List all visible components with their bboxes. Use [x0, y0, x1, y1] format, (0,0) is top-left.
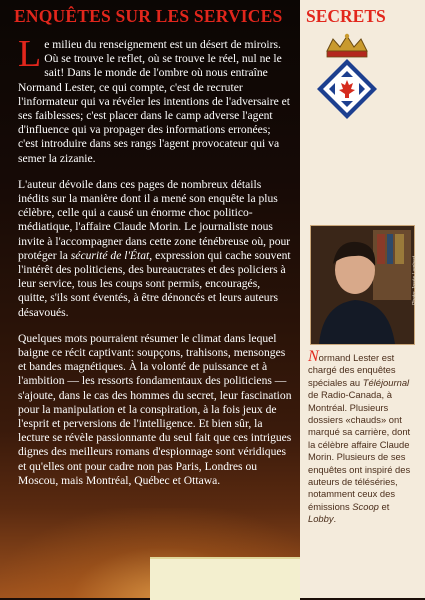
photo-credit: Photo: Josée Lambert	[412, 256, 418, 305]
paragraph-2	[18, 178, 292, 320]
paragraph-2-text-a: L'auteur dévoile dans ces pages de nombreux détails inédits sur la manière dont il a mené son enquête la plus célèbre, celle qui a causé un énorme choc politico-médiatique, l'affaire Claude Morin. Le journaliste nous invite à l'accompagner dans cette zone ténébreuse où, pour protéger la	[18, 177, 291, 262]
paragraph-1-text: e milieu du renseignement est un désert de miroirs. Où se trouve le reflet, où se trouve le réel, nul ne le sait! Dans le monde de l'ombre où nous entraîne Normand Lester, ce qui compte, c'est de recruter l'informateur qui va révéler les intentions de l'adversaire et ses faiblesses; c'est placer dans le camp adverse l'agent d'influence qui va propager des informations erronées; c'est introduire dans ses rangs l'agent provocateur qui va semer la zizanie.	[18, 38, 291, 165]
cover-title-left: ENQUÊTES SUR LES SERVICES	[14, 6, 283, 26]
bio-text-b: de Radio-Canada, à Montréal. Plusieurs dossiers «chauds» ont marqué sa carrière, dont la célèbre affaire Claude Morin. Plusieurs de ses enquêtes ont inspiré des auteurs de téléséries, notamment ceux des émissions	[308, 389, 411, 512]
bio-text-d: .	[333, 513, 337, 525]
synopsis-text	[18, 33, 292, 500]
paragraph-2-emphasis: sécurité de l'État	[70, 248, 150, 262]
paragraph-3: Quelques mots pourraient résumer le climat dans lequel baigne ce récit captivant: soupçons, trahisons, mensonges et bandes magnétiques. À la volonté de puissance et à l'ambition — les ressorts fondamentaux des politiciens — s'ajoute, dans le cas des hommes du secret, leur fascination pour la manipulation et la conspiration, à la fois jeux de l'esprit et perversions de l'intelligence. Et bien sûr, la lecture se révèle passionnante du seul fait que ces intrigues dignes des meilleurs romans d'espionnage sont véridiques et qu'elles ont pour cadre non pas Paris, Londres ou Moscou, mais Montréal, Québec et Ottawa.	[18, 331, 292, 487]
author-bio	[308, 348, 420, 526]
bio-show-scoop: Scoop	[352, 500, 379, 512]
cover-title-right: SECRETS	[306, 6, 386, 26]
bio-text-c: et	[378, 500, 390, 512]
bio-show-lobby: Lobby	[308, 513, 334, 525]
paragraph-2-text-b: , expression qui cache souvent l'intérêt des politiciens, des bureaucrates et des policiers à leur service, tous les coups sont permis, encouragés, quitte, s'ils sont éventés, à être dénoncés et leurs auteurs désavoués.	[18, 248, 291, 319]
author-portrait-illustration	[311, 226, 414, 344]
author-portrait	[310, 225, 418, 345]
drop-cap: L	[18, 33, 42, 75]
paragraph-1	[18, 33, 292, 166]
bio-show-title: Téléjournal	[362, 376, 410, 388]
bio-text-a: ormand Lester est chargé des enquêtes spéciales au	[308, 352, 396, 388]
barcode-sticker	[150, 557, 300, 600]
csis-crown-badge-icon	[313, 33, 381, 119]
bio-drop-cap: N	[308, 348, 319, 365]
